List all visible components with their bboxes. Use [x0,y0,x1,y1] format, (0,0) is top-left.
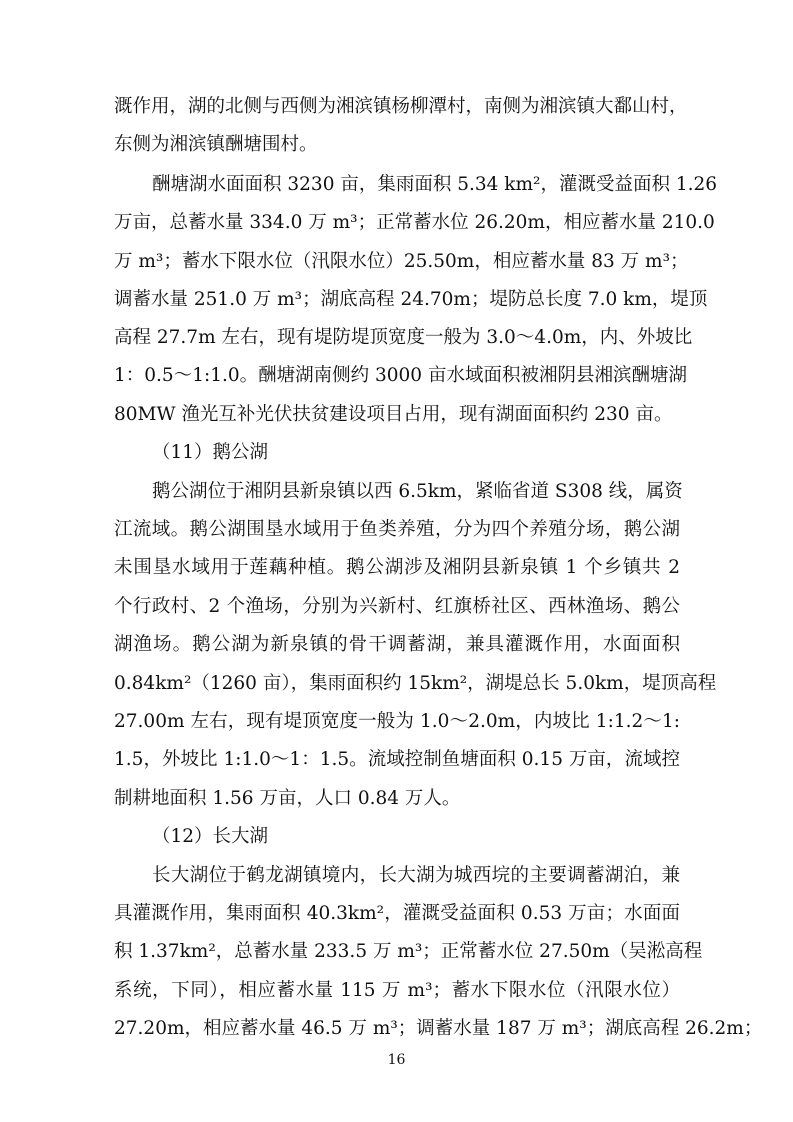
page-number: 16 [387,1052,406,1068]
body-line: 高程 27.7m 左右，现有堤防堤顶宽度一般为 3.0～4.0m，内、外坡比 [114,327,693,348]
body-line: 湖渔场。鹅公湖为新泉镇的骨干调蓄湖，兼具灌溉作用，水面面积 [114,634,680,655]
body-line: 27.20m，相应蓄水量 46.5 万 m³；调蓄水量 187 万 m³；湖底高程 26.2m； [114,1018,763,1039]
body-line: 1：0.5～1:1.0。酬塘湖南侧约 3000 亩水域面积被湘阴县湘滨酬塘湖 [114,365,687,386]
body-line: 27.00m 左右，现有堤顶宽度一般为 1.0～2.0m，内坡比 1:1.2～1: [114,711,680,732]
body-line: 80MW 渔光互补光伏扶贫建设项目占用，现有湖面面积约 230 亩。 [114,404,673,425]
body-line: 系统，下同），相应蓄水量 115 万 m³；蓄水下限水位（汛限水位） [114,980,680,1001]
body-line: 0.84km²（1260 亩），集雨面积约 15km²，湖堤总长 5.0km，堤顶高程 [114,673,717,694]
body-line: 调蓄水量 251.0 万 m³；湖底高程 24.70m；堤防总长度 7.0 km，堤顶 [114,289,708,310]
body-line: 个行政村、2 个渔场，分别为兴新村、红旗桥社区、西林渔场、鹅公 [114,596,680,617]
body-line: 制耕地面积 1.56 万亩，人口 0.84 万人。 [114,788,461,809]
body-line: 万亩，总蓄水量 334.0 万 m³；正常蓄水位 26.20m，相应蓄水量 210.0 [114,212,715,233]
body-line: 鹅公湖位于湘阴县新泉镇以西 6.5km，紧临省道 S308 线，属资 [152,481,683,502]
body-line: 东侧为湘滨镇酬塘围村。 [114,134,318,155]
body-line: 具灌溉作用，集雨面积 40.3km²，灌溉受益面积 0.53 万亩；水面面 [114,903,680,924]
body-line: 江流域。鹅公湖围垦水域用于鱼类养殖，分为四个养殖分场，鹅公湖 [114,519,680,540]
body-line: 1.5，外坡比 1:1.0～1：1.5。流域控制鱼塘面积 0.15 万亩，流域控 [114,749,680,770]
section-heading: （11）鹅公湖 [152,442,269,463]
body-line: 酬塘湖水面面积 3230 亩，集雨面积 5.34 km²，灌溉受益面积 1.26 [152,174,718,195]
body-line: 长大湖位于鹤龙湖镇境内，长大湖为城西垸的主要调蓄湖泊，兼 [152,865,680,886]
body-line: 万 m³；蓄水下限水位（汛限水位）25.50m，相应蓄水量 83 万 m³； [114,251,689,272]
body-line: 未围垦水域用于莲藕种植。鹅公湖涉及湘阴县新泉镇 1 个乡镇共 2 [114,557,680,578]
body-line: 积 1.37km²，总蓄水量 233.5 万 m³；正常蓄水位 27.50m（吴淞高程 [114,941,703,962]
body-line: 溉作用，湖的北侧与西侧为湘滨镇杨柳潭村，南侧为湘滨镇大鄱山村， [114,96,688,117]
section-heading: （12）长大湖 [152,826,269,847]
